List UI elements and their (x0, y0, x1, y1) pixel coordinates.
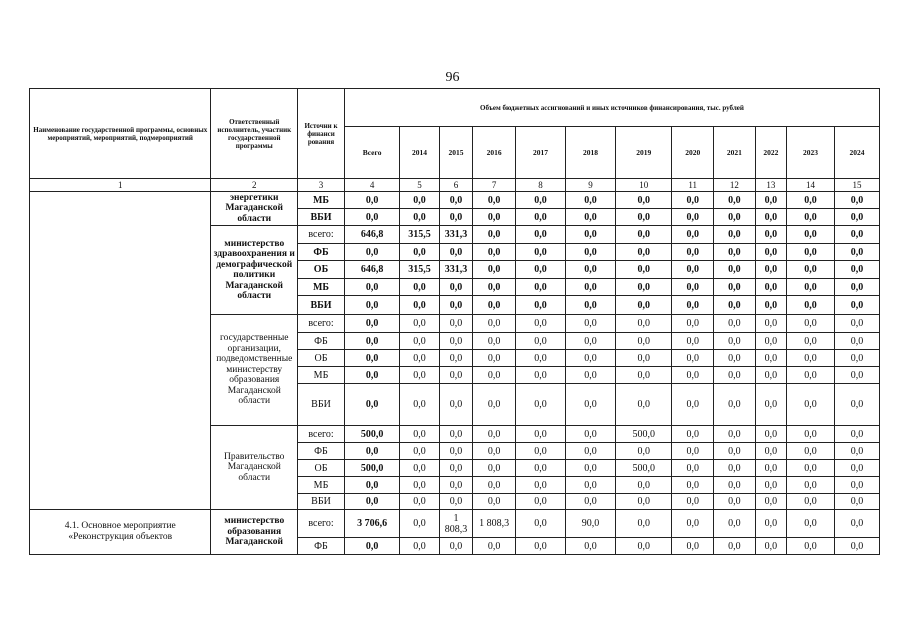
value-cell: 0,0 (473, 460, 516, 477)
column-number: 7 (473, 179, 516, 192)
header-year: 2022 (755, 127, 786, 179)
value-cell: 0,0 (714, 426, 756, 443)
value-cell: 0,0 (473, 426, 516, 443)
executor-cell: Правительство Магаданской области (211, 426, 298, 510)
value-cell: 0,0 (400, 538, 440, 555)
value-cell: 0,0 (439, 494, 472, 510)
value-cell: 0,0 (672, 244, 714, 261)
value-cell: 0,0 (515, 443, 565, 460)
value-cell: 0,0 (400, 510, 440, 538)
value-cell: 0,0 (714, 296, 756, 315)
value-cell: 331,3 (439, 261, 472, 279)
header-year: 2018 (566, 127, 616, 179)
value-cell: 0,0 (616, 279, 672, 296)
value-cell: 0,0 (835, 226, 880, 244)
value-cell: 0,0 (616, 538, 672, 555)
value-cell: 0,0 (787, 384, 835, 426)
value-cell: 1 808,3 (439, 510, 472, 538)
funding-source-cell: МБ (298, 367, 345, 384)
value-cell: 0,0 (515, 426, 565, 443)
funding-source-cell: всего: (298, 426, 345, 443)
table-row (30, 192, 880, 209)
value-cell: 0,0 (566, 209, 616, 226)
value-cell: 0,0 (835, 443, 880, 460)
value-cell: 0,0 (439, 350, 472, 367)
value-cell: 0,0 (566, 367, 616, 384)
value-cell: 0,0 (835, 477, 880, 494)
value-cell: 0,0 (787, 333, 835, 350)
value-cell: 0,0 (344, 443, 399, 460)
funding-source-cell: ВБИ (298, 494, 345, 510)
value-cell: 0,0 (672, 367, 714, 384)
funding-source-cell: ВБИ (298, 384, 345, 426)
value-cell: 0,0 (439, 460, 472, 477)
value-cell: 0,0 (672, 261, 714, 279)
header-year: 2017 (515, 127, 565, 179)
value-cell: 500,0 (344, 426, 399, 443)
header-total: Всего (344, 127, 399, 179)
column-number: 4 (344, 179, 399, 192)
value-cell: 500,0 (616, 460, 672, 477)
value-cell: 0,0 (344, 333, 399, 350)
value-cell: 0,0 (616, 244, 672, 261)
column-number: 2 (211, 179, 298, 192)
header-year: 2019 (616, 127, 672, 179)
value-cell: 0,0 (439, 296, 472, 315)
value-cell: 0,0 (787, 460, 835, 477)
funding-source-cell: всего: (298, 226, 345, 244)
value-cell: 0,0 (755, 367, 786, 384)
value-cell: 0,0 (515, 350, 565, 367)
value-cell: 0,0 (787, 510, 835, 538)
value-cell: 0,0 (473, 384, 516, 426)
value-cell: 0,0 (439, 244, 472, 261)
value-cell: 315,5 (400, 261, 440, 279)
value-cell: 0,0 (616, 367, 672, 384)
value-cell: 0,0 (439, 209, 472, 226)
value-cell: 0,0 (616, 350, 672, 367)
value-cell: 0,0 (755, 192, 786, 209)
value-cell: 0,0 (439, 333, 472, 350)
value-cell: 0,0 (566, 192, 616, 209)
value-cell: 0,0 (344, 494, 399, 510)
value-cell: 0,0 (566, 460, 616, 477)
column-number: 10 (616, 179, 672, 192)
value-cell: 0,0 (515, 510, 565, 538)
value-cell: 0,0 (714, 350, 756, 367)
value-cell: 0,0 (616, 477, 672, 494)
value-cell: 0,0 (400, 333, 440, 350)
value-cell: 0,0 (473, 443, 516, 460)
header-funding-title: Объем бюджетных ассигнований и иных источников финансирования, тыс. рублей (344, 89, 879, 127)
value-cell: 0,0 (616, 510, 672, 538)
value-cell: 0,0 (400, 443, 440, 460)
value-cell: 0,0 (515, 315, 565, 333)
header-year: 2024 (835, 127, 880, 179)
funding-source-cell: всего: (298, 510, 345, 538)
value-cell: 0,0 (616, 333, 672, 350)
value-cell: 0,0 (473, 296, 516, 315)
funding-source-cell: ФБ (298, 538, 345, 555)
value-cell: 0,0 (473, 315, 516, 333)
header-executor: Ответственный исполнитель, участник государственной программы (211, 89, 298, 179)
header-year: 2015 (439, 127, 472, 179)
value-cell: 0,0 (787, 426, 835, 443)
value-cell: 0,0 (672, 426, 714, 443)
column-number: 5 (400, 179, 440, 192)
value-cell: 315,5 (400, 226, 440, 244)
value-cell: 0,0 (344, 350, 399, 367)
value-cell: 0,0 (515, 296, 565, 315)
value-cell: 0,0 (755, 426, 786, 443)
value-cell: 0,0 (439, 384, 472, 426)
value-cell: 0,0 (566, 443, 616, 460)
value-cell: 0,0 (755, 209, 786, 226)
value-cell: 0,0 (473, 209, 516, 226)
funding-source-cell: МБ (298, 192, 345, 209)
value-cell: 0,0 (787, 226, 835, 244)
value-cell: 0,0 (515, 209, 565, 226)
value-cell: 0,0 (835, 296, 880, 315)
value-cell: 0,0 (755, 460, 786, 477)
value-cell: 0,0 (344, 367, 399, 384)
value-cell: 0,0 (616, 226, 672, 244)
header-year: 2016 (473, 127, 516, 179)
value-cell: 0,0 (672, 443, 714, 460)
value-cell: 0,0 (787, 350, 835, 367)
value-cell: 0,0 (835, 333, 880, 350)
value-cell: 0,0 (714, 226, 756, 244)
value-cell: 0,0 (835, 244, 880, 261)
value-cell: 0,0 (344, 279, 399, 296)
value-cell: 0,0 (400, 426, 440, 443)
value-cell: 0,0 (566, 426, 616, 443)
value-cell: 0,0 (835, 315, 880, 333)
funding-source-cell: ФБ (298, 443, 345, 460)
value-cell: 0,0 (672, 384, 714, 426)
value-cell: 0,0 (672, 226, 714, 244)
value-cell: 0,0 (714, 209, 756, 226)
value-cell: 0,0 (835, 279, 880, 296)
value-cell: 0,0 (616, 296, 672, 315)
column-number: 15 (835, 179, 880, 192)
value-cell: 0,0 (400, 494, 440, 510)
value-cell: 0,0 (672, 333, 714, 350)
value-cell: 0,0 (439, 443, 472, 460)
value-cell: 0,0 (714, 192, 756, 209)
column-number: 3 (298, 179, 345, 192)
header-year: 2020 (672, 127, 714, 179)
executor-cell: министерство образования Магаданской (211, 510, 298, 555)
value-cell: 0,0 (672, 510, 714, 538)
value-cell: 0,0 (439, 315, 472, 333)
header-year: 2023 (787, 127, 835, 179)
value-cell: 0,0 (787, 443, 835, 460)
header-funding-source: Источни к финанси рования (298, 89, 345, 179)
value-cell: 0,0 (515, 477, 565, 494)
value-cell: 0,0 (714, 443, 756, 460)
value-cell: 0,0 (473, 244, 516, 261)
value-cell: 0,0 (515, 460, 565, 477)
value-cell: 0,0 (400, 244, 440, 261)
value-cell: 0,0 (473, 333, 516, 350)
value-cell: 0,0 (714, 244, 756, 261)
value-cell: 0,0 (473, 350, 516, 367)
value-cell: 0,0 (787, 494, 835, 510)
value-cell: 0,0 (672, 460, 714, 477)
value-cell: 0,0 (616, 494, 672, 510)
value-cell: 0,0 (835, 350, 880, 367)
value-cell: 0,0 (714, 384, 756, 426)
value-cell: 0,0 (616, 192, 672, 209)
value-cell: 0,0 (714, 460, 756, 477)
column-number: 14 (787, 179, 835, 192)
page-number: 96 (445, 70, 460, 85)
value-cell: 0,0 (515, 538, 565, 555)
value-cell: 0,0 (515, 226, 565, 244)
value-cell: 0,0 (515, 279, 565, 296)
value-cell: 0,0 (714, 367, 756, 384)
value-cell: 1 808,3 (473, 510, 516, 538)
value-cell: 0,0 (400, 192, 440, 209)
column-number: 12 (714, 179, 756, 192)
value-cell: 0,0 (755, 443, 786, 460)
value-cell: 0,0 (835, 209, 880, 226)
value-cell: 0,0 (787, 296, 835, 315)
value-cell: 0,0 (672, 350, 714, 367)
value-cell: 0,0 (439, 426, 472, 443)
value-cell: 0,0 (787, 367, 835, 384)
value-cell: 0,0 (787, 209, 835, 226)
header-year: 2021 (714, 127, 756, 179)
value-cell: 0,0 (755, 315, 786, 333)
column-number: 11 (672, 179, 714, 192)
value-cell: 646,8 (344, 261, 399, 279)
value-cell: 0,0 (400, 350, 440, 367)
value-cell: 0,0 (755, 350, 786, 367)
value-cell: 646,8 (344, 226, 399, 244)
value-cell: 0,0 (400, 477, 440, 494)
value-cell: 0,0 (566, 538, 616, 555)
value-cell: 0,0 (787, 261, 835, 279)
value-cell: 0,0 (616, 315, 672, 333)
value-cell: 0,0 (616, 209, 672, 226)
value-cell: 0,0 (714, 279, 756, 296)
value-cell: 0,0 (473, 226, 516, 244)
value-cell: 0,0 (400, 209, 440, 226)
value-cell: 0,0 (835, 510, 880, 538)
value-cell: 0,0 (566, 333, 616, 350)
value-cell: 90,0 (566, 510, 616, 538)
value-cell: 0,0 (714, 315, 756, 333)
executor-cell: министерство здравоохранения и демографической политики Магаданской области (211, 226, 298, 315)
value-cell: 0,0 (515, 367, 565, 384)
value-cell: 0,0 (344, 477, 399, 494)
value-cell: 0,0 (400, 460, 440, 477)
value-cell: 0,0 (566, 244, 616, 261)
value-cell: 0,0 (755, 477, 786, 494)
value-cell: 0,0 (473, 494, 516, 510)
value-cell: 0,0 (515, 494, 565, 510)
value-cell: 0,0 (755, 510, 786, 538)
value-cell: 0,0 (400, 315, 440, 333)
value-cell: 0,0 (714, 333, 756, 350)
funding-source-cell: ОБ (298, 350, 345, 367)
value-cell: 0,0 (473, 367, 516, 384)
value-cell: 0,0 (714, 477, 756, 494)
value-cell: 500,0 (616, 426, 672, 443)
value-cell: 0,0 (344, 315, 399, 333)
value-cell: 0,0 (616, 261, 672, 279)
value-cell: 0,0 (787, 477, 835, 494)
value-cell: 0,0 (835, 538, 880, 555)
value-cell: 0,0 (344, 296, 399, 315)
value-cell: 0,0 (755, 494, 786, 510)
value-cell: 0,0 (714, 261, 756, 279)
value-cell: 0,0 (672, 279, 714, 296)
value-cell: 0,0 (344, 244, 399, 261)
value-cell: 0,0 (566, 315, 616, 333)
value-cell: 0,0 (400, 279, 440, 296)
value-cell: 0,0 (755, 261, 786, 279)
value-cell: 0,0 (672, 192, 714, 209)
value-cell: 0,0 (566, 384, 616, 426)
value-cell: 0,0 (400, 296, 440, 315)
value-cell: 0,0 (515, 384, 565, 426)
value-cell: 0,0 (473, 261, 516, 279)
value-cell: 0,0 (473, 192, 516, 209)
value-cell: 0,0 (439, 192, 472, 209)
executor-cell: государственные организации, подведомственные министерству образования Магаданской области (211, 315, 298, 426)
value-cell: 0,0 (566, 279, 616, 296)
value-cell: 0,0 (714, 510, 756, 538)
value-cell: 0,0 (566, 261, 616, 279)
funding-source-cell: ФБ (298, 244, 345, 261)
value-cell: 0,0 (787, 279, 835, 296)
measure-name-cell: 4.1. Основное мероприятие «Реконструкция объектов (30, 510, 211, 555)
value-cell: 0,0 (835, 426, 880, 443)
value-cell: 0,0 (672, 477, 714, 494)
value-cell: 0,0 (400, 384, 440, 426)
column-number: 6 (439, 179, 472, 192)
value-cell: 0,0 (714, 494, 756, 510)
budget-table (29, 88, 880, 555)
value-cell: 0,0 (515, 333, 565, 350)
value-cell: 0,0 (344, 209, 399, 226)
value-cell: 0,0 (400, 367, 440, 384)
funding-source-cell: ФБ (298, 333, 345, 350)
value-cell: 0,0 (344, 384, 399, 426)
value-cell: 0,0 (439, 279, 472, 296)
funding-source-cell: всего: (298, 315, 345, 333)
value-cell: 0,0 (566, 494, 616, 510)
value-cell: 0,0 (439, 477, 472, 494)
value-cell: 0,0 (835, 261, 880, 279)
value-cell: 0,0 (755, 538, 786, 555)
value-cell: 0,0 (344, 192, 399, 209)
value-cell: 0,0 (672, 315, 714, 333)
value-cell: 0,0 (566, 477, 616, 494)
value-cell: 0,0 (755, 279, 786, 296)
value-cell: 0,0 (835, 460, 880, 477)
program-name-cell (30, 192, 211, 510)
value-cell: 0,0 (566, 226, 616, 244)
value-cell: 0,0 (787, 192, 835, 209)
funding-source-cell: МБ (298, 279, 345, 296)
header-program-name: Наименование государственной программы, основных мероприятий, мероприятий, подмероприятий (30, 89, 211, 179)
value-cell: 331,3 (439, 226, 472, 244)
value-cell: 0,0 (439, 538, 472, 555)
value-cell: 0,0 (515, 261, 565, 279)
value-cell: 0,0 (566, 350, 616, 367)
value-cell: 0,0 (714, 538, 756, 555)
value-cell: 0,0 (473, 279, 516, 296)
value-cell: 0,0 (672, 538, 714, 555)
value-cell: 0,0 (515, 244, 565, 261)
value-cell: 0,0 (835, 367, 880, 384)
funding-source-cell: ВБИ (298, 296, 345, 315)
table-row (30, 510, 880, 538)
value-cell: 0,0 (835, 384, 880, 426)
funding-source-cell: ВБИ (298, 209, 345, 226)
value-cell: 0,0 (787, 315, 835, 333)
value-cell: 0,0 (672, 209, 714, 226)
funding-source-cell: ОБ (298, 460, 345, 477)
value-cell: 0,0 (616, 443, 672, 460)
value-cell: 0,0 (515, 192, 565, 209)
funding-source-cell: ОБ (298, 261, 345, 279)
value-cell: 0,0 (787, 244, 835, 261)
value-cell: 0,0 (835, 494, 880, 510)
value-cell: 0,0 (835, 192, 880, 209)
column-number: 1 (30, 179, 211, 192)
value-cell: 500,0 (344, 460, 399, 477)
value-cell: 0,0 (616, 384, 672, 426)
value-cell: 0,0 (787, 538, 835, 555)
value-cell: 0,0 (473, 538, 516, 555)
funding-source-cell: МБ (298, 477, 345, 494)
column-number: 13 (755, 179, 786, 192)
value-cell: 0,0 (755, 384, 786, 426)
value-cell: 0,0 (566, 296, 616, 315)
value-cell: 0,0 (755, 226, 786, 244)
column-number: 9 (566, 179, 616, 192)
value-cell: 0,0 (755, 244, 786, 261)
value-cell: 0,0 (672, 494, 714, 510)
executor-cell: энергетики Магаданской области (211, 192, 298, 226)
value-cell: 0,0 (473, 477, 516, 494)
value-cell: 0,0 (755, 296, 786, 315)
value-cell: 0,0 (755, 333, 786, 350)
column-number: 8 (515, 179, 565, 192)
value-cell: 3 706,6 (344, 510, 399, 538)
value-cell: 0,0 (672, 296, 714, 315)
value-cell: 0,0 (439, 367, 472, 384)
value-cell: 0,0 (344, 538, 399, 555)
header-year: 2014 (400, 127, 440, 179)
